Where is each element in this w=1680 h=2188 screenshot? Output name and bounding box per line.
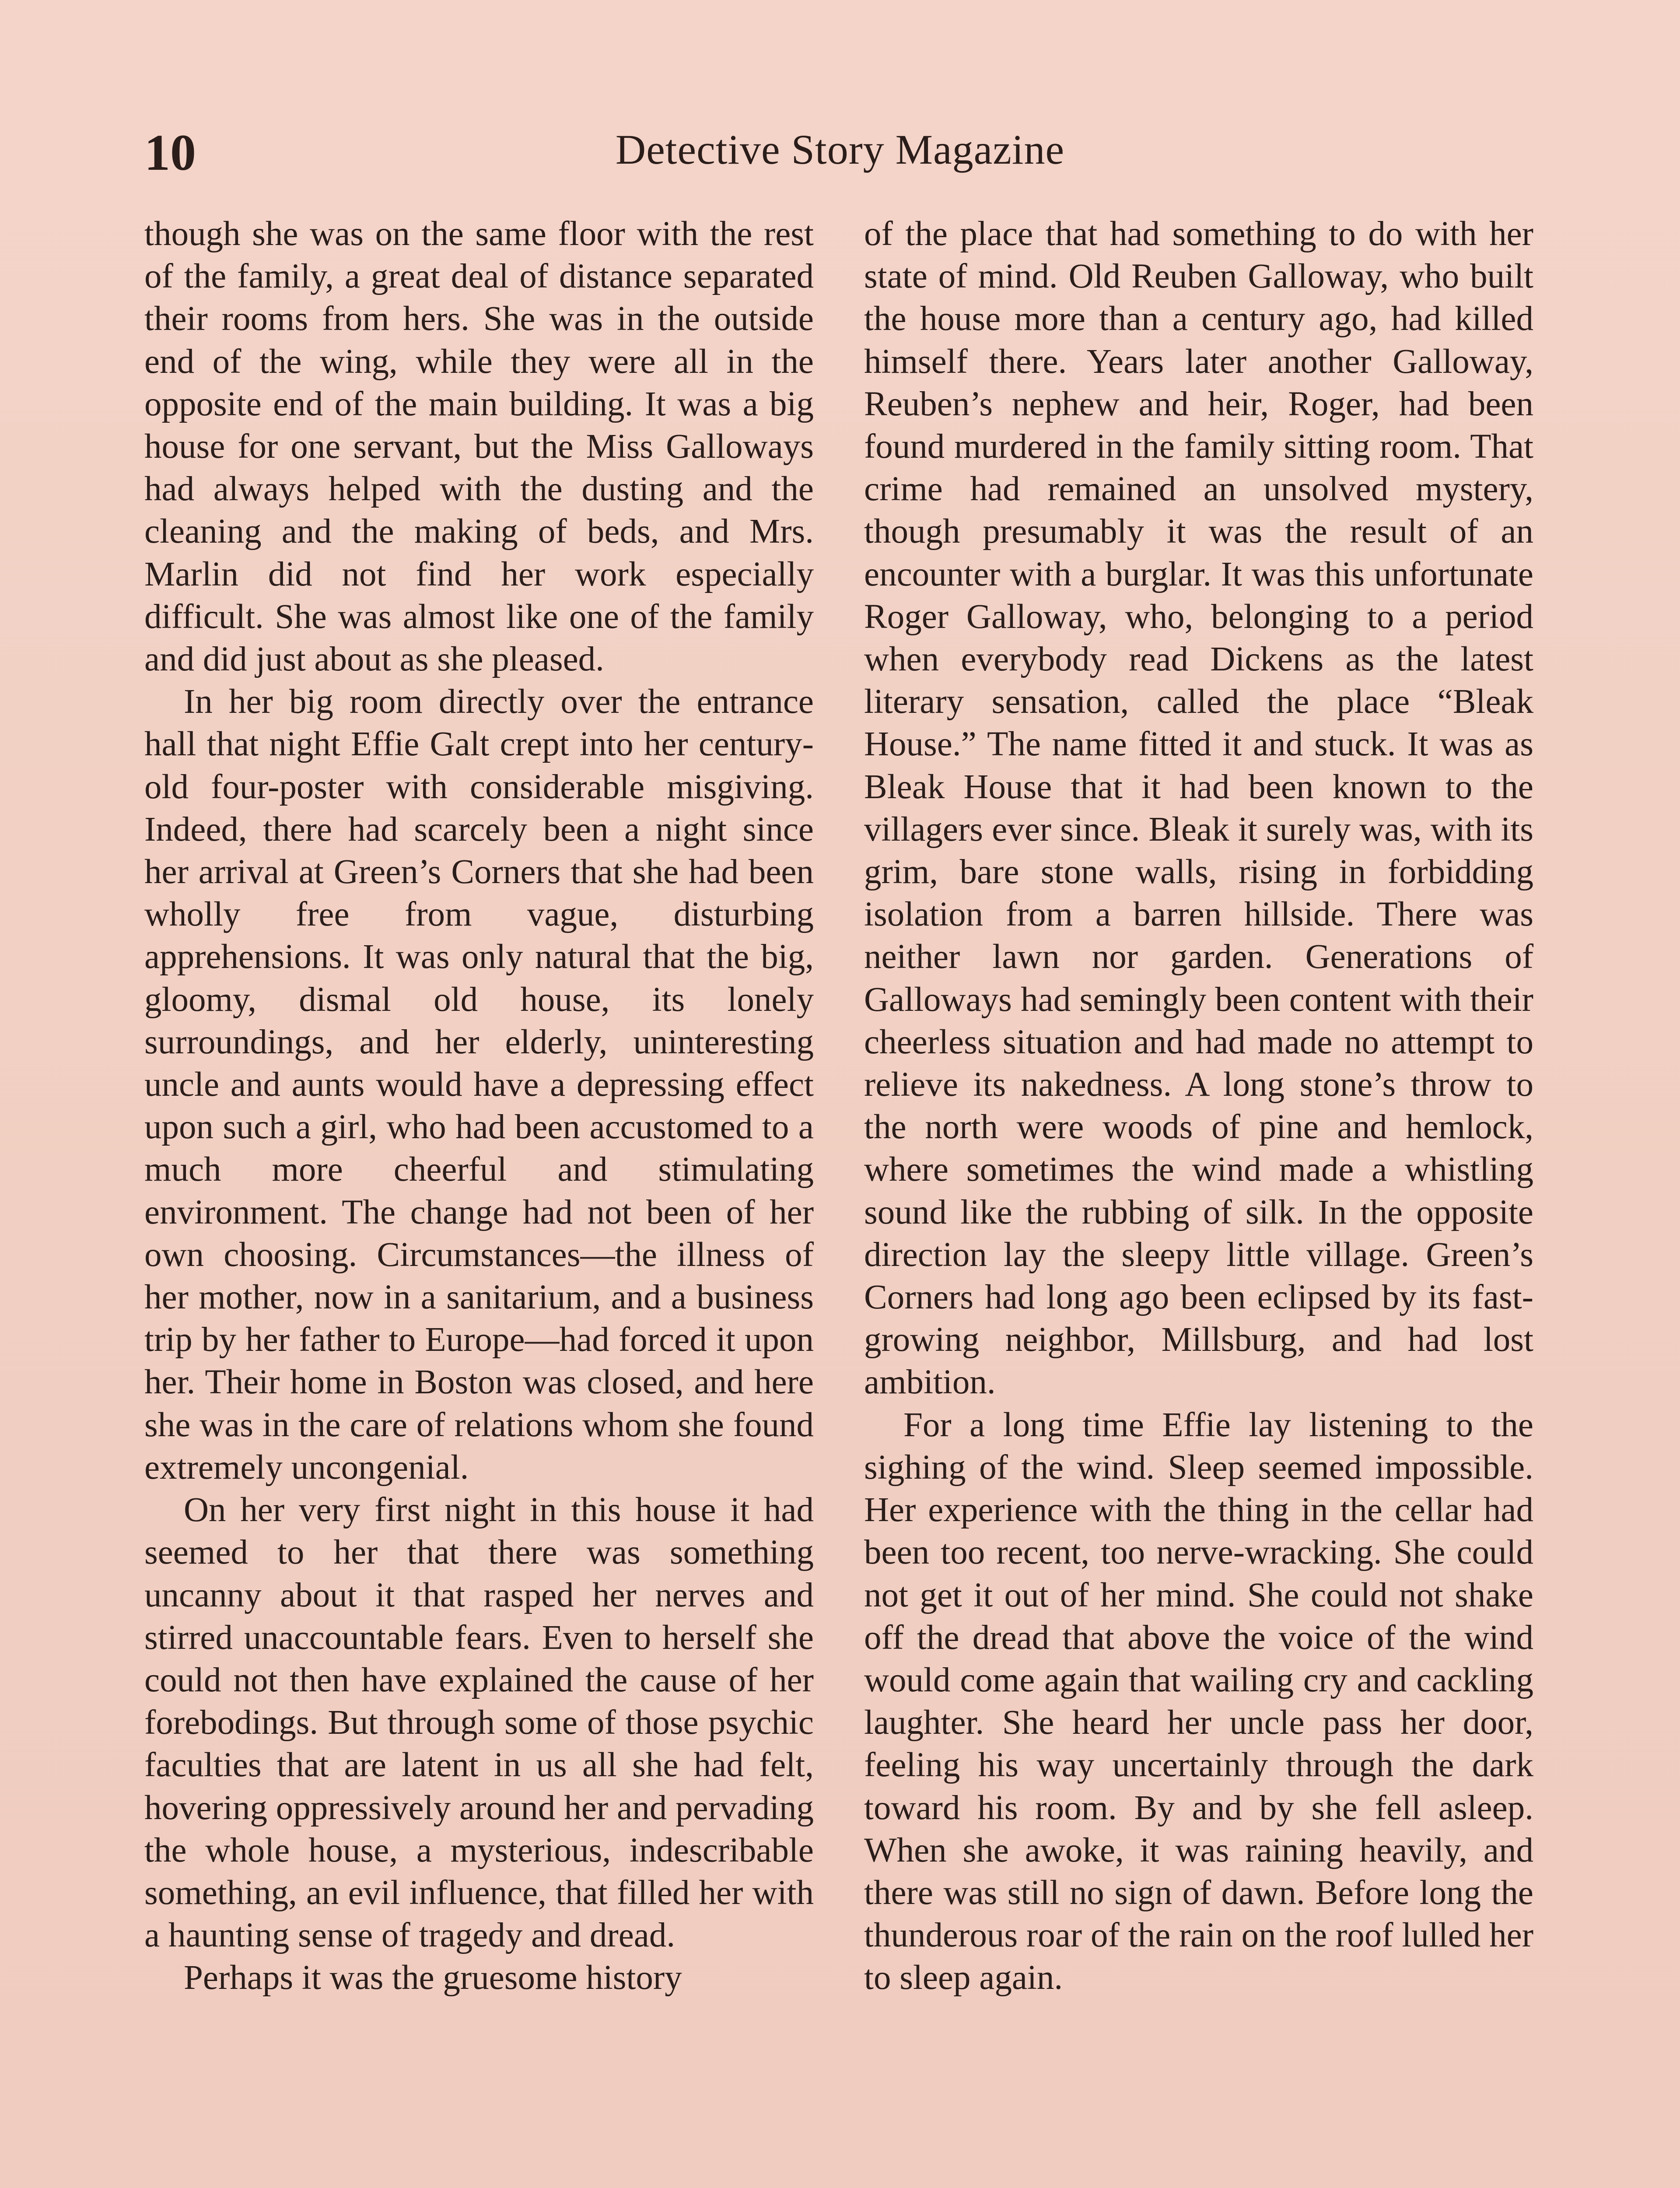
paragraph: though she was on the same floor with the rest of the family, a great deal of distance separated their rooms from hers. She was in the outside end of the wing, while they were all in the opposite end of the main building. It was a big house for one servant, but the Miss Galloways had always helped with the dusting and the cleaning and the making of beds, and Mrs. Marlin did not find her work especially difficult. She was almost like one of the family and did just about as she pleased.	[144, 215, 814, 679]
right-column	[864, 213, 1533, 1999]
paragraph: Perhaps it was the gruesome history	[184, 1959, 682, 1997]
page-header	[144, 124, 1536, 193]
paragraph: of the place that had something to do with her state of mind. Old Reuben Galloway, who built the house more than a century ago, had killed himself there. Years later another Galloway, Reuben’s nephew and heir, Roger, had been found murdered in the family sitting room. That crime had remained an unsolved mystery, though presumably it was the result of an encounter with a burglar. It was this unfortunate Roger Galloway, who, belonging to a period when everybody read Dickens as the latest literary sensation, called the place “Bleak House.” The name fitted it and stuck. It was as Bleak House that it had been known to the villagers ever since. Bleak it surely was, with its grim, bare stone walls, rising in forbidding isolation from a barren hillside. There was neither lawn nor garden. Generations of Galloways had semingly been content with their cheerless situation and had made no attempt to relieve its nakedness. A long stone’s throw to the north were woods of pine and hemlock, where sometimes the wind made a whistling sound like the rubbing of silk. In the opposite direction lay the sleepy little village. Green’s Corners had long ago been eclipsed by its fast-growing neighbor, Millsburg, and had lost ambition.	[864, 215, 1533, 1402]
magazine-title: Detective Story Magazine	[615, 126, 1065, 173]
page-number: 10	[144, 124, 196, 181]
paragraph: In her big room directly over the entrance hall that night Effie Galt crept into her century-old four-poster with considerable misgiving. Indeed, there had scarcely been a night since her arrival at Green’s Corners that she had been wholly free from vague, disturbing apprehensions. It was only natural that the big, gloomy, dismal old house, its lonely surroundings, and her elderly, uninteresting uncle and aunts would have a depressing effect upon such a girl, who had been accustomed to a much more cheerful and stimulating environment. The change had not been of her own choosing. Circumstances—the illness of her mother, now in a sanitarium, and a business trip by her father to Europe—had forced it upon her. Their home in Boston was closed, and here she was in the care of relations whom she found extremely uncongenial.	[144, 683, 814, 1487]
paragraph: On her very first night in this house it had seemed to her that there was something uncanny about it that rasped her nerves and stirred unaccountable fears. Even to herself she could not then have explained the cause of her forebodings. But through some of those psychic faculties that are latent in us all she had felt, hovering oppressively around her and pervading the whole house, a mysterious, indescribable something, an evil influence, that filled her with a haunting sense of tragedy and dread.	[144, 1491, 814, 1955]
left-column	[144, 213, 814, 1999]
paragraph: For a long time Effie lay listening to the sighing of the wind. Sleep seemed impossible. Her experience with the thing in the cellar had been too recent, too nerve-wracking. She could not get it out of her mind. She could not shake off the dread that above the voice of the wind would come again that wailing cry and cackling laughter. She heard her uncle pass her door, feeling his way uncertainly through the dark toward his room. By and by she fell asleep. When she awoke, it was raining heavily, and there was still no sign of dawn. Before long the thunderous roar of the rain on the roof lulled her to sleep again.	[864, 1406, 1533, 1997]
